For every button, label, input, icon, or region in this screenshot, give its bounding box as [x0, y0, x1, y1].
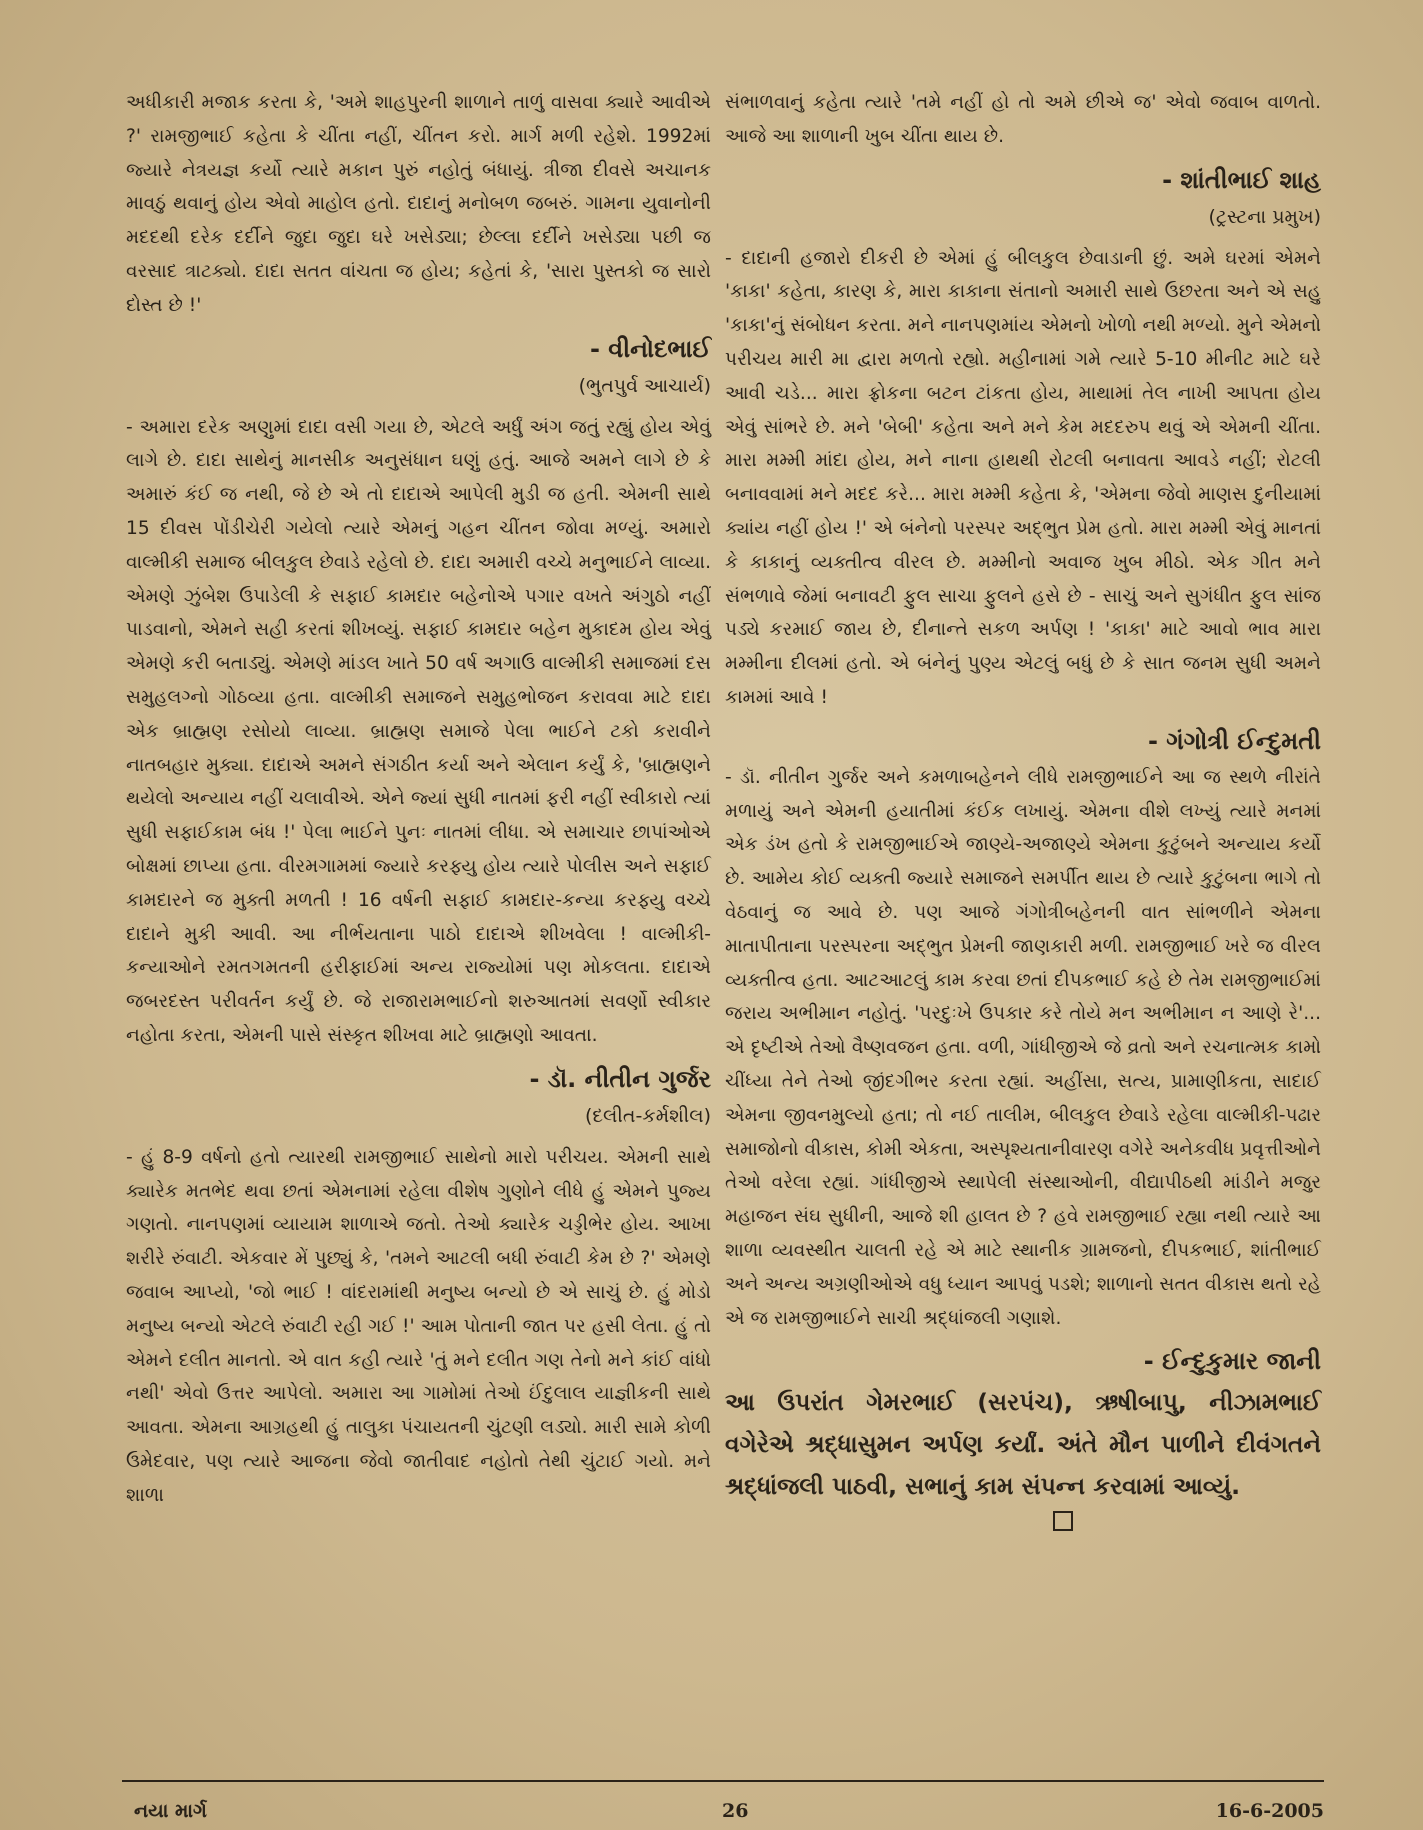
author-role: (ભુતપુર્વ આચાર્ય) [578, 374, 711, 397]
paragraph: - અમારા દરેક અણુમાં દાદા વસી ગયા છે, એટલે અર્ધું અંગ જતું રહ્યું હોય એવું લાગે છે. દાદા સાથેનું માનસીક અનુસંધાન ઘણું હતું. આજે અમને લાગે છે કે અમારું કંઈ જ નથી, જે છે એ તો દાદાએ આપેલી મુડી જ હતી. એમની સાથે 15 દીવસ પોંડીચેરી ગયેલો ત્યારે એમનું ગહન ચીંતન જોવા મળ્યું. અમારો વાલ્મીકી સમાજ બીલકુલ છેવાડે રહેલો છે. દાદા અમારી વચ્ચે મનુભાઈને લાવ્યા. એમણે ઝુંબેશ ઉપાડેલી કે સફાઈ કામદાર બહેનોએ પગાર વખતે અંગુઠો નહીં પાડવાનો, એમને સહી કરતાં શીખવ્યું. સફાઈ કામદાર બહેન મુકાદમ હોય એવું એમણે કરી બતાડ્યું. એમણે માંડલ ખાતે 50 વર્ષ અગાઉ વાલ્મીકી સમાજમાં દસ સમુહલગ્નો ગોઠવ્યા હતા. વાલ્મીકી સમાજને સમુહભોજન કરાવવા માટે દાદા એક બ્રાહ્મણ રસોયો લાવ્યા. બ્રાહ્મણ સમાજે પેલા ભાઈને ટકો કરાવીને નાતબહાર મુક્યા. દાદાએ અમને સંગઠીત કર્યા અને એલાન કર્યું કે, 'બ્રાહ્મણને થયેલો અન્યાય નહીં ચલાવીએ. એને જ્યાં સુધી નાતમાં ફરી નહીં સ્વીકારો ત્યાં સુધી સફાઈકામ બંધ !' પેલા ભાઈને પુનઃ નાતમાં લીધા. એ સમાચાર છાપાંઓએ બોક્ષમાં છાપ્યા હતા. વીરમગામમાં જ્યારે કરફ્યુ હોય ત્યારે પોલીસ અને સફાઈ કામદારને જ મુક્તી મળતી ! 16 વર્ષની સફાઈ કામદાર-કન્યા કરફ્યુ વચ્ચે દાદાને મુકી આવી. આ નીર્ભયતાના પાઠો દાદાએ શીખવેલા ! વાલ્મીકી- કન્યાઓને રમતગમતની હરીફાઈમાં અન્ય રાજ્યોમાં પણ મોકલતા. દાદાએ જબરદસ્ત પરીવર્તન કર્યું છે. જે રાજારામભાઈનો શરુઆતમાં સવર્ણો સ્વીકાર નહોતા કરતા, એમની પાસે સંસ્કૃત શીખવા માટે બ્રાહ્મણો આવતા. [126, 416, 711, 1046]
author-signature: - વીનોદભાઈ [589, 334, 711, 363]
paragraph: - હું 8-9 વર્ષનો હતો ત્યારથી રામજીભાઈ સાથેનો મારો પરીચય. એમની સાથે ક્યારેક મતભેદ થવા છતાં એમનામાં રહેલા વીશેષ ગુણોને લીધે હું એમને પુજ્ય ગણતો. નાનપણમાં વ્યાયામ શાળાએ જતો. તેઓ ક્યારેક ચડ્ડીભેર હોય. આખા શરીરે રુંવાટી. એકવાર મેં પુછ્યું કે, 'તમને આટલી બધી રુંવાટી કેમ છે ?' એમણે જવાબ આપ્યો, 'જો ભાઈ ! વાંદરામાંથી મનુષ્ય બન્યો છે એ સાચું છે. હું મોડો મનુષ્ય બન્યો એટલે રુંવાટી રહી ગઈ !' આમ પોતાની જાત પર હસી લેતા. હું તો એમને દલીત માનતો. એ વાત કહી ત્યારે 'તું મને દલીત ગણ તેનો મને કાંઈ વાંધો નથી' એવો ઉત્તર આપેલો. અમારા આ ગામોમાં તેઓ ઈંદુલાલ યાજ્ઞીકની સાથે આવતા. એમના આગ્રહથી હું તાલુકા પંચાયતની ચુંટણી લડ્યો. મારી સામે કોળી ઉમેદવાર, પણ ત્યારે આજના જેવો જાતીવાદ નહોતો તેથી ચુંટાઈ ગયો. મને શાળા [126, 1146, 711, 1506]
page-footer [122, 1800, 1324, 1826]
paragraph: - દાદાની હજારો દીકરી છે એમાં હું બીલકુલ છેવાડાની છું. અમે ઘરમાં એમને 'કાકા' કહેતા, કારણ કે, મારા કાકાના સંતાનો અમારી સાથે ઉછરતા અને એ સહુ 'કાકા'નું સંબોધન કરતા. મને નાનપણમાંય એમનો ખોળો નથી મળ્યો. મુને એમનો પરીચય મારી મા દ્વારા મળતો રહ્યો. મહીનામાં ગમે ત્યારે 5-10 મીનીટ માટે ઘરે આવી ચડે... મારા ફ્રોકના બટન ટાંકતા હોય, માથામાં તેલ નાખી આપતા હોય એવું સાંભરે છે. મને 'બેબી' કહેતા અને મને કેમ મદદરુપ થવું એ એમની ચીંતા. મારા મમ્મી માંદા હોય, મને નાના હાથથી રોટલી બનાવતા આવડે નહીં; રોટલી બનાવવામાં મને મદદ કરે... મારા મમ્મી કહેતા કે, 'એમના જેવો માણસ દુનીયામાં ક્યાંય નહીં હોય !' એ બંનેનો પરસ્પર અદ્ભુત પ્રેમ હતો. મારા મમ્મી એવું માનતાં કે કાકાનું વ્યક્તીત્વ વીરલ છે. મમ્મીનો અવાજ ખુબ મીઠો. એક ગીત મને સંભળાવે જેમાં બનાવટી ફુલ સાચા ફુલને હસે છે - સાચું અને સુગંધીત ફુલ સાંજ પડ્યે કરમાઈ જાય છે, દીનાન્તે સકળ અર્પણ ! 'કાકા' માટે આવો ભાવ મારા મમ્મીના દીલમાં હતો. એ બંનેનું પુણ્ય એટલું બધું છે કે સાત જનમ સુધી અમને કામમાં આવે ! [725, 247, 1321, 708]
issue-date: 16-6-2005 [1215, 1800, 1324, 1822]
paragraph: અધીકારી મજાક કરતા કે, 'અમે શાહપુરની શાળાને તાળું વાસવા ક્યારે આવીએ ?' રામજીભાઈ કહેતા કે ચીંતા નહીં, ચીંતન કરો. માર્ગ મળી રહેશે. 1992માં જ્યારે નેત્રયજ્ઞ કર્યો ત્યારે મકાન પુરું નહોતું બંધાયું. ત્રીજા દીવસે અચાનક માવઠું થવાનું હોય એવો માહોલ હતો. દાદાનું મનોબળ જબરું. ગામના યુવાનોની મદદથી દરેક દર્દીને જુદા જુદા ઘરે ખસેડ્યા; છેલ્લા દર્દીને ખસેડ્યા પછી જ વરસાદ ત્રાટક્યો. દાદા સતત વાંચતા જ હોય; કહેતાં કે, 'સારા પુસ્તકો જ સારો દોસ્ત છે !' [126, 92, 711, 316]
author-role: (દલીત-કર્મશીલ) [585, 1104, 711, 1127]
footer-divider [122, 1780, 1324, 1782]
paragraph: સંભાળવાનું કહેતા ત્યારે 'તમે નહીં હો તો અમે છીએ જ' એવો જવાબ વાળતો. આજે આ શાળાની ખુબ ચીંતા થાય છે. [725, 92, 1321, 147]
page-number: 26 [722, 1800, 749, 1822]
paragraph: - ડૉ. નીતીન ગુર્જર અને કમળાબહેનને લીધે રામજીભાઈને આ જ સ્થળે નીરાંતે મળાયું અને એમની હયાતીમાં કંઈક લખાયું. એમના વીશે લખ્યું ત્યારે મનમાં એક ડંખ હતો કે રામજીભાઈએ જાણ્યે-અજાણ્યે એમના કુટુંબને અન્યાય કર્યો છે. આમેય કોઈ વ્યક્તી જ્યારે સમાજને સમર્પીત થાય છે ત્યારે કુટુંબના ભાગે તો વેઠવાનું જ આવે છે. પણ આજે ગંગોત્રીબહેનની વાત સાંભળીને એમના માતાપીતાના પરસ્પરના અદ્ભુત પ્રેમની જાણકારી મળી. રામજીભાઈ ખરે જ વીરલ વ્યક્તીત્વ હતા. આટઆટલું કામ કરવા છતાં દીપકભાઈ કહે છે તેમ રામજીભાઈમાં જરાય અભીમાન નહોતું. 'પરદુઃખે ઉપકાર કરે તોયે મન અભીમાન ન આણે રે'... એ દૃષ્ટીએ તેઓ વૈષ્ણવજન હતા. વળી, ગાંધીજીએ જે વ્રતો અને રચનાત્મક કામો ચીંધ્યા તેને તેઓ જીંદગીભર કરતા રહ્યાં. અહીંસા, સત્ય, પ્રામાણીકતા, સાદાઈ એમના જીવનમુલ્યો હતા; તો નઈ તાલીમ, બીલકુલ છેવાડે રહેલા વાલ્મીકી-પઢાર સમાજોનો વીકાસ, કોમી એકતા, અસ્પૃશ્યતાનીવારણ વગેરે અનેકવીધ પ્રવૃત્તીઓને તેઓ વરેલા રહ્યાં. ગાંધીજીએ સ્થાપેલી સંસ્થાઓની, વીદ્યાપીઠથી માંડીને મજુર મહાજન સંઘ સુધીની, આજે શી હાલત છે ? હવે રામજીભાઈ રહ્યા નથી ત્યારે આ શાળા વ્યવસ્થીત ચાલતી રહે એ માટે સ્થાનીક ગ્રામજનો, દીપકભાઈ, શાંતીભાઈ અને અન્ય અગ્રણીઓએ વધુ ધ્યાન આપવું પડશે; શાળાનો સતત વીકાસ થતો રહે એ જ રામજીભાઈને સાચી શ્રદ્ધાંજલી ગણાશે. [725, 766, 1321, 1329]
author-signature: - શાંતીભાઈ શાહ [1162, 165, 1321, 194]
author-signature: - ઈન્દુકુમાર જાની [1143, 1347, 1321, 1376]
right-column [725, 86, 1321, 1531]
magazine-name: નયા માર્ગ [134, 1800, 207, 1822]
author-signature: - ડૉ. નીતીન ગુર્જર [529, 1064, 711, 1093]
end-mark-icon [1053, 1511, 1073, 1531]
author-signature: - ગંગોત્રી ઈન્દુમતી [1147, 726, 1321, 755]
closing-paragraph: આ ઉપરાંત ગેમરભાઈ (સરપંચ), ઋષીબાપુ, નીઝામભાઈ વગેરેએ શ્રદ્ધાસુમન અર્પણ કર્યાં. અંતે મૌન પાળીને દીવંગતને શ્રદ્ધાંજલી પાઠવી, સભાનું કામ સંપન્ન કરવામાં આવ્યું. [725, 1388, 1321, 1501]
author-role: (ટ્રસ્ટના પ્રમુખ) [1208, 205, 1321, 228]
left-column [126, 86, 711, 1512]
